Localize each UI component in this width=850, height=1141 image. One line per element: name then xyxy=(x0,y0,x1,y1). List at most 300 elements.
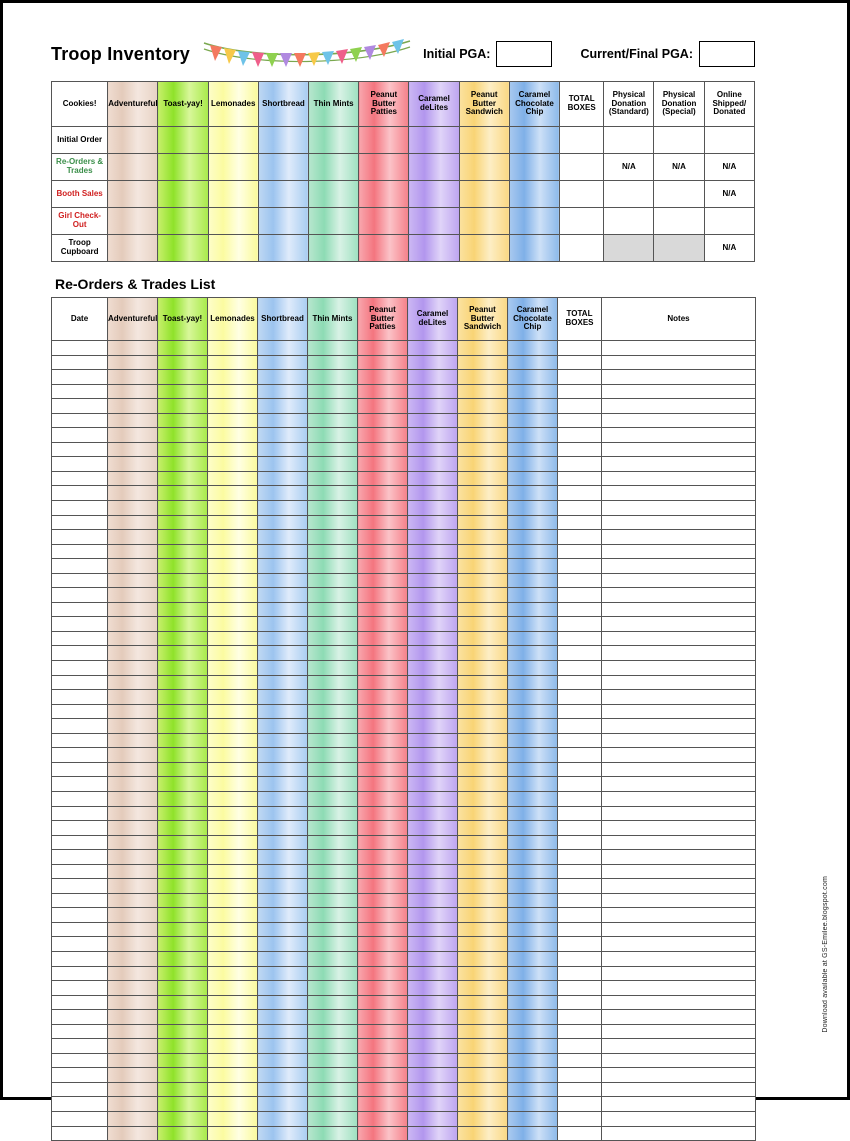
reorder-cell[interactable] xyxy=(358,646,408,661)
reorder-cell[interactable] xyxy=(108,413,158,428)
reorder-cell[interactable] xyxy=(508,995,558,1010)
reorder-cell[interactable] xyxy=(108,908,158,923)
reorder-cell[interactable] xyxy=(558,1111,602,1126)
reorder-cell[interactable] xyxy=(108,1097,158,1112)
inventory-cell[interactable] xyxy=(509,235,559,262)
reorder-cell[interactable] xyxy=(158,1126,208,1141)
reorder-cell[interactable] xyxy=(158,341,208,356)
reorder-cell[interactable] xyxy=(208,1126,258,1141)
reorder-cell[interactable] xyxy=(258,661,308,676)
reorder-cell[interactable] xyxy=(408,704,458,719)
reorder-cell[interactable] xyxy=(208,879,258,894)
reorder-cell[interactable] xyxy=(308,442,358,457)
reorder-cell[interactable] xyxy=(308,748,358,763)
reorder-cell[interactable] xyxy=(558,413,602,428)
reorder-cell[interactable] xyxy=(308,530,358,545)
reorder-cell[interactable] xyxy=(508,661,558,676)
inventory-cell[interactable] xyxy=(409,181,459,208)
reorder-cell[interactable] xyxy=(558,602,602,617)
reorder-cell[interactable] xyxy=(602,588,756,603)
reorder-cell[interactable] xyxy=(208,1039,258,1054)
reorder-cell[interactable] xyxy=(602,1053,756,1068)
reorder-cell[interactable] xyxy=(308,893,358,908)
reorder-cell[interactable] xyxy=(158,384,208,399)
reorder-cell[interactable] xyxy=(308,1111,358,1126)
inventory-cell[interactable] xyxy=(258,208,308,235)
reorder-cell[interactable] xyxy=(408,530,458,545)
reorder-cell[interactable] xyxy=(602,879,756,894)
reorder-cell[interactable] xyxy=(602,922,756,937)
inventory-cell[interactable] xyxy=(604,181,654,208)
reorder-cell[interactable] xyxy=(158,719,208,734)
reorder-cell[interactable] xyxy=(108,544,158,559)
reorder-cell[interactable] xyxy=(52,515,108,530)
reorder-cell[interactable] xyxy=(408,631,458,646)
reorder-cell[interactable] xyxy=(602,777,756,792)
reorder-cell[interactable] xyxy=(108,879,158,894)
reorder-cell[interactable] xyxy=(558,573,602,588)
reorder-cell[interactable] xyxy=(308,617,358,632)
reorder-cell[interactable] xyxy=(158,690,208,705)
reorder-cell[interactable] xyxy=(52,559,108,574)
reorder-cell[interactable] xyxy=(508,850,558,865)
reorder-cell[interactable] xyxy=(458,1111,508,1126)
reorder-cell[interactable] xyxy=(258,486,308,501)
reorder-cell[interactable] xyxy=(158,821,208,836)
reorder-cell[interactable] xyxy=(558,835,602,850)
reorder-cell[interactable] xyxy=(308,1097,358,1112)
reorder-cell[interactable] xyxy=(52,922,108,937)
reorder-cell[interactable] xyxy=(208,1111,258,1126)
reorder-cell[interactable] xyxy=(358,995,408,1010)
reorder-cell[interactable] xyxy=(108,588,158,603)
reorder-cell[interactable] xyxy=(208,733,258,748)
reorder-cell[interactable] xyxy=(558,355,602,370)
reorder-cell[interactable] xyxy=(508,748,558,763)
inventory-cell[interactable] xyxy=(459,154,509,181)
reorder-cell[interactable] xyxy=(308,661,358,676)
reorder-cell[interactable] xyxy=(358,966,408,981)
reorder-cell[interactable] xyxy=(52,1053,108,1068)
reorder-cell[interactable] xyxy=(558,1097,602,1112)
reorder-cell[interactable] xyxy=(258,1082,308,1097)
reorder-cell[interactable] xyxy=(458,457,508,472)
reorder-cell[interactable] xyxy=(358,922,408,937)
reorder-cell[interactable] xyxy=(358,893,408,908)
reorder-cell[interactable] xyxy=(108,457,158,472)
reorder-cell[interactable] xyxy=(108,399,158,414)
reorder-cell[interactable] xyxy=(558,428,602,443)
reorder-cell[interactable] xyxy=(258,762,308,777)
reorder-cell[interactable] xyxy=(458,399,508,414)
reorder-cell[interactable] xyxy=(108,486,158,501)
reorder-cell[interactable] xyxy=(258,864,308,879)
reorder-cell[interactable] xyxy=(358,573,408,588)
reorder-cell[interactable] xyxy=(358,1024,408,1039)
reorder-cell[interactable] xyxy=(258,821,308,836)
reorder-cell[interactable] xyxy=(458,631,508,646)
reorder-cell[interactable] xyxy=(458,937,508,952)
reorder-cell[interactable] xyxy=(508,922,558,937)
reorder-cell[interactable] xyxy=(458,675,508,690)
reorder-cell[interactable] xyxy=(258,428,308,443)
reorder-cell[interactable] xyxy=(258,399,308,414)
reorder-cell[interactable] xyxy=(358,602,408,617)
inventory-cell[interactable] xyxy=(208,181,258,208)
reorder-cell[interactable] xyxy=(258,355,308,370)
reorder-cell[interactable] xyxy=(258,646,308,661)
reorder-cell[interactable] xyxy=(458,951,508,966)
reorder-cell[interactable] xyxy=(308,879,358,894)
reorder-cell[interactable] xyxy=(52,370,108,385)
reorder-cell[interactable] xyxy=(458,893,508,908)
reorder-cell[interactable] xyxy=(458,544,508,559)
reorder-cell[interactable] xyxy=(358,384,408,399)
reorder-cell[interactable] xyxy=(308,951,358,966)
reorder-cell[interactable] xyxy=(508,341,558,356)
reorder-cell[interactable] xyxy=(508,471,558,486)
reorder-cell[interactable] xyxy=(508,413,558,428)
reorder-cell[interactable] xyxy=(52,821,108,836)
reorder-cell[interactable] xyxy=(558,1082,602,1097)
reorder-cell[interactable] xyxy=(602,471,756,486)
reorder-cell[interactable] xyxy=(508,704,558,719)
reorder-cell[interactable] xyxy=(208,1010,258,1025)
reorder-cell[interactable] xyxy=(52,471,108,486)
reorder-cell[interactable] xyxy=(602,1010,756,1025)
reorder-cell[interactable] xyxy=(158,1111,208,1126)
reorder-cell[interactable] xyxy=(52,428,108,443)
inventory-cell[interactable] xyxy=(604,208,654,235)
reorder-cell[interactable] xyxy=(602,661,756,676)
reorder-cell[interactable] xyxy=(108,384,158,399)
reorder-cell[interactable] xyxy=(208,573,258,588)
reorder-cell[interactable] xyxy=(508,719,558,734)
reorder-cell[interactable] xyxy=(458,1053,508,1068)
reorder-cell[interactable] xyxy=(52,588,108,603)
reorder-cell[interactable] xyxy=(208,617,258,632)
reorder-cell[interactable] xyxy=(108,937,158,952)
reorder-cell[interactable] xyxy=(258,690,308,705)
reorder-cell[interactable] xyxy=(52,646,108,661)
reorder-cell[interactable] xyxy=(52,457,108,472)
reorder-cell[interactable] xyxy=(158,966,208,981)
reorder-cell[interactable] xyxy=(458,981,508,996)
reorder-cell[interactable] xyxy=(258,1068,308,1083)
reorder-cell[interactable] xyxy=(408,1082,458,1097)
reorder-cell[interactable] xyxy=(308,573,358,588)
reorder-cell[interactable] xyxy=(258,1039,308,1054)
reorder-cell[interactable] xyxy=(158,981,208,996)
reorder-cell[interactable] xyxy=(558,661,602,676)
reorder-cell[interactable] xyxy=(358,733,408,748)
reorder-cell[interactable] xyxy=(508,864,558,879)
reorder-cell[interactable] xyxy=(458,559,508,574)
reorder-cell[interactable] xyxy=(258,966,308,981)
reorder-cell[interactable] xyxy=(558,559,602,574)
reorder-cell[interactable] xyxy=(602,850,756,865)
reorder-cell[interactable] xyxy=(258,951,308,966)
reorder-cell[interactable] xyxy=(358,1111,408,1126)
reorder-cell[interactable] xyxy=(508,588,558,603)
reorder-cell[interactable] xyxy=(508,559,558,574)
inventory-cell[interactable] xyxy=(309,208,359,235)
reorder-cell[interactable] xyxy=(558,690,602,705)
reorder-cell[interactable] xyxy=(208,631,258,646)
reorder-cell[interactable] xyxy=(408,748,458,763)
reorder-cell[interactable] xyxy=(602,384,756,399)
reorder-cell[interactable] xyxy=(408,501,458,516)
reorder-cell[interactable] xyxy=(458,1010,508,1025)
reorder-cell[interactable] xyxy=(258,1024,308,1039)
reorder-cell[interactable] xyxy=(308,428,358,443)
reorder-cell[interactable] xyxy=(258,791,308,806)
reorder-cell[interactable] xyxy=(602,544,756,559)
reorder-cell[interactable] xyxy=(258,602,308,617)
reorder-cell[interactable] xyxy=(108,981,158,996)
reorder-cell[interactable] xyxy=(558,341,602,356)
reorder-cell[interactable] xyxy=(458,442,508,457)
reorder-cell[interactable] xyxy=(52,1097,108,1112)
reorder-cell[interactable] xyxy=(208,951,258,966)
reorder-cell[interactable] xyxy=(358,442,408,457)
reorder-cell[interactable] xyxy=(508,1053,558,1068)
reorder-cell[interactable] xyxy=(158,1010,208,1025)
reorder-cell[interactable] xyxy=(308,1068,358,1083)
reorder-cell[interactable] xyxy=(558,719,602,734)
reorder-cell[interactable] xyxy=(508,602,558,617)
reorder-cell[interactable] xyxy=(408,573,458,588)
reorder-cell[interactable] xyxy=(108,1111,158,1126)
reorder-cell[interactable] xyxy=(52,791,108,806)
reorder-cell[interactable] xyxy=(508,399,558,414)
reorder-cell[interactable] xyxy=(208,675,258,690)
reorder-cell[interactable] xyxy=(358,879,408,894)
reorder-cell[interactable] xyxy=(602,762,756,777)
reorder-cell[interactable] xyxy=(158,1097,208,1112)
reorder-cell[interactable] xyxy=(602,1097,756,1112)
reorder-cell[interactable] xyxy=(108,501,158,516)
reorder-cell[interactable] xyxy=(508,442,558,457)
reorder-cell[interactable] xyxy=(258,370,308,385)
reorder-cell[interactable] xyxy=(602,748,756,763)
reorder-cell[interactable] xyxy=(52,1082,108,1097)
inventory-cell[interactable] xyxy=(158,181,208,208)
reorder-cell[interactable] xyxy=(52,617,108,632)
reorder-cell[interactable] xyxy=(308,908,358,923)
reorder-cell[interactable] xyxy=(602,486,756,501)
reorder-cell[interactable] xyxy=(258,530,308,545)
reorder-cell[interactable] xyxy=(158,399,208,414)
inventory-cell[interactable] xyxy=(509,154,559,181)
reorder-cell[interactable] xyxy=(358,704,408,719)
reorder-cell[interactable] xyxy=(258,675,308,690)
inventory-cell[interactable] xyxy=(359,208,409,235)
reorder-cell[interactable] xyxy=(602,835,756,850)
inventory-cell[interactable] xyxy=(258,127,308,154)
reorder-cell[interactable] xyxy=(258,995,308,1010)
inventory-cell[interactable] xyxy=(459,181,509,208)
inventory-cell[interactable] xyxy=(309,181,359,208)
reorder-cell[interactable] xyxy=(558,806,602,821)
reorder-cell[interactable] xyxy=(408,1068,458,1083)
inventory-cell[interactable] xyxy=(258,181,308,208)
reorder-cell[interactable] xyxy=(108,893,158,908)
inventory-cell[interactable] xyxy=(208,208,258,235)
reorder-cell[interactable] xyxy=(558,777,602,792)
reorder-cell[interactable] xyxy=(458,719,508,734)
inventory-cell[interactable] xyxy=(158,208,208,235)
reorder-cell[interactable] xyxy=(208,602,258,617)
reorder-cell[interactable] xyxy=(258,908,308,923)
reorder-cell[interactable] xyxy=(108,370,158,385)
reorder-cell[interactable] xyxy=(158,413,208,428)
reorder-cell[interactable] xyxy=(602,1068,756,1083)
reorder-cell[interactable] xyxy=(108,791,158,806)
reorder-cell[interactable] xyxy=(408,661,458,676)
inventory-cell[interactable] xyxy=(309,154,359,181)
reorder-cell[interactable] xyxy=(208,442,258,457)
reorder-cell[interactable] xyxy=(458,530,508,545)
reorder-cell[interactable] xyxy=(158,908,208,923)
reorder-cell[interactable] xyxy=(52,442,108,457)
reorder-cell[interactable] xyxy=(558,530,602,545)
reorder-cell[interactable] xyxy=(408,428,458,443)
reorder-cell[interactable] xyxy=(258,413,308,428)
reorder-cell[interactable] xyxy=(208,559,258,574)
reorder-cell[interactable] xyxy=(358,501,408,516)
reorder-cell[interactable] xyxy=(602,719,756,734)
reorder-cell[interactable] xyxy=(52,806,108,821)
reorder-cell[interactable] xyxy=(358,661,408,676)
reorder-cell[interactable] xyxy=(208,762,258,777)
reorder-cell[interactable] xyxy=(308,1024,358,1039)
reorder-cell[interactable] xyxy=(258,471,308,486)
reorder-cell[interactable] xyxy=(358,588,408,603)
reorder-cell[interactable] xyxy=(158,951,208,966)
reorder-cell[interactable] xyxy=(458,879,508,894)
reorder-cell[interactable] xyxy=(602,1111,756,1126)
reorder-cell[interactable] xyxy=(158,370,208,385)
reorder-cell[interactable] xyxy=(52,879,108,894)
initial-pga-input[interactable] xyxy=(496,41,552,67)
reorder-cell[interactable] xyxy=(158,471,208,486)
reorder-cell[interactable] xyxy=(408,690,458,705)
reorder-cell[interactable] xyxy=(52,995,108,1010)
inventory-cell[interactable] xyxy=(258,235,308,262)
reorder-cell[interactable] xyxy=(558,850,602,865)
reorder-cell[interactable] xyxy=(358,951,408,966)
reorder-cell[interactable] xyxy=(208,486,258,501)
reorder-cell[interactable] xyxy=(508,1111,558,1126)
reorder-cell[interactable] xyxy=(258,719,308,734)
reorder-cell[interactable] xyxy=(258,1053,308,1068)
reorder-cell[interactable] xyxy=(358,471,408,486)
reorder-cell[interactable] xyxy=(358,530,408,545)
reorder-cell[interactable] xyxy=(602,631,756,646)
reorder-cell[interactable] xyxy=(408,413,458,428)
reorder-cell[interactable] xyxy=(558,966,602,981)
reorder-cell[interactable] xyxy=(308,1053,358,1068)
reorder-cell[interactable] xyxy=(308,544,358,559)
reorder-cell[interactable] xyxy=(308,559,358,574)
reorder-cell[interactable] xyxy=(108,864,158,879)
reorder-cell[interactable] xyxy=(558,864,602,879)
reorder-cell[interactable] xyxy=(602,399,756,414)
reorder-cell[interactable] xyxy=(108,1126,158,1141)
reorder-cell[interactable] xyxy=(258,704,308,719)
reorder-cell[interactable] xyxy=(458,690,508,705)
reorder-cell[interactable] xyxy=(458,966,508,981)
reorder-cell[interactable] xyxy=(308,355,358,370)
reorder-cell[interactable] xyxy=(458,850,508,865)
reorder-cell[interactable] xyxy=(258,515,308,530)
reorder-cell[interactable] xyxy=(508,1039,558,1054)
reorder-cell[interactable] xyxy=(258,341,308,356)
reorder-cell[interactable] xyxy=(508,428,558,443)
reorder-cell[interactable] xyxy=(558,1010,602,1025)
reorder-cell[interactable] xyxy=(408,1111,458,1126)
reorder-cell[interactable] xyxy=(308,486,358,501)
reorder-cell[interactable] xyxy=(258,1010,308,1025)
reorder-cell[interactable] xyxy=(52,893,108,908)
reorder-cell[interactable] xyxy=(458,748,508,763)
reorder-cell[interactable] xyxy=(208,355,258,370)
reorder-cell[interactable] xyxy=(158,733,208,748)
reorder-cell[interactable] xyxy=(258,879,308,894)
reorder-cell[interactable] xyxy=(258,588,308,603)
reorder-cell[interactable] xyxy=(602,1082,756,1097)
inventory-cell[interactable] xyxy=(108,127,158,154)
reorder-cell[interactable] xyxy=(208,413,258,428)
reorder-cell[interactable] xyxy=(602,704,756,719)
inventory-cell[interactable] xyxy=(108,235,158,262)
reorder-cell[interactable] xyxy=(108,995,158,1010)
reorder-cell[interactable] xyxy=(52,835,108,850)
reorder-cell[interactable] xyxy=(208,544,258,559)
reorder-cell[interactable] xyxy=(508,515,558,530)
reorder-cell[interactable] xyxy=(208,995,258,1010)
reorder-cell[interactable] xyxy=(508,937,558,952)
reorder-cell[interactable] xyxy=(308,399,358,414)
reorder-cell[interactable] xyxy=(258,544,308,559)
inventory-cell[interactable] xyxy=(108,154,158,181)
reorder-cell[interactable] xyxy=(158,675,208,690)
reorder-cell[interactable] xyxy=(258,748,308,763)
reorder-cell[interactable] xyxy=(408,646,458,661)
reorder-cell[interactable] xyxy=(508,690,558,705)
reorder-cell[interactable] xyxy=(458,1068,508,1083)
reorder-cell[interactable] xyxy=(108,646,158,661)
reorder-cell[interactable] xyxy=(258,922,308,937)
inventory-cell[interactable] xyxy=(158,154,208,181)
reorder-cell[interactable] xyxy=(158,588,208,603)
reorder-cell[interactable] xyxy=(358,675,408,690)
reorder-cell[interactable] xyxy=(158,1082,208,1097)
reorder-cell[interactable] xyxy=(508,1024,558,1039)
reorder-cell[interactable] xyxy=(108,631,158,646)
reorder-cell[interactable] xyxy=(158,864,208,879)
inventory-cell[interactable] xyxy=(359,235,409,262)
reorder-cell[interactable] xyxy=(208,530,258,545)
reorder-cell[interactable] xyxy=(358,428,408,443)
reorder-cell[interactable] xyxy=(458,501,508,516)
reorder-cell[interactable] xyxy=(458,370,508,385)
reorder-cell[interactable] xyxy=(458,1082,508,1097)
reorder-cell[interactable] xyxy=(602,515,756,530)
reorder-cell[interactable] xyxy=(458,471,508,486)
reorder-cell[interactable] xyxy=(108,850,158,865)
